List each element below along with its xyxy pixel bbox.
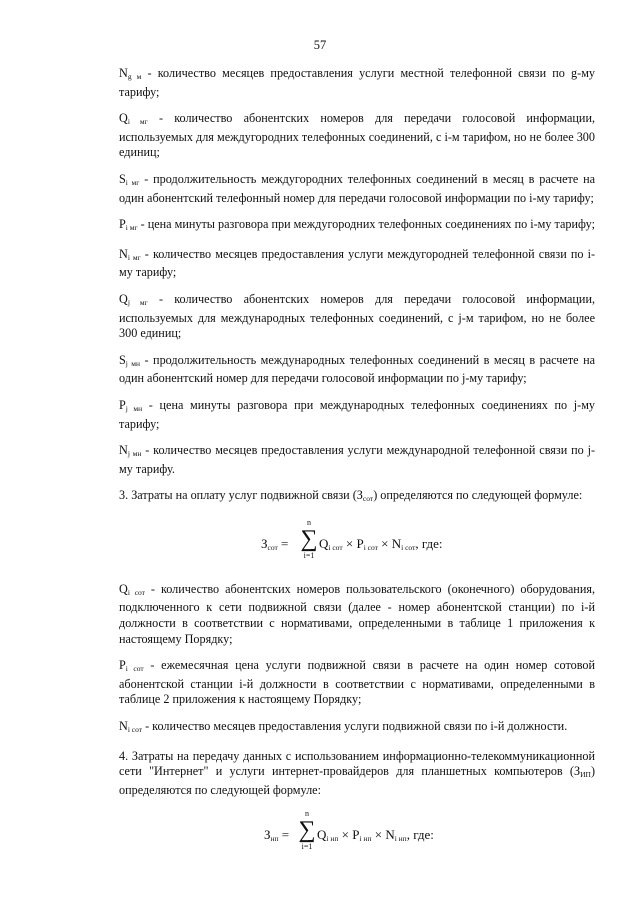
term-q-sub: i сот [328,542,343,552]
definition-symbol: P [119,658,126,673]
definition-subscript: i сот [127,725,143,735]
definition-qisot [119,582,595,647]
definition-simg [119,172,595,206]
definition-symbol: S [119,171,126,186]
definition-subscript: j мн [125,403,143,413]
section3-text-before: 3. Затраты на оплату услуг подвижной связи (З [119,488,363,503]
sigma-symbol: ∑ [300,525,318,552]
definition-nisot [119,719,595,738]
term-q: Q [317,827,327,843]
term-q-sub: i нп [326,834,339,844]
document-body [119,66,595,873]
definition-symbol: N [119,66,128,80]
definition-symbol: P [119,217,126,232]
term-n-sub: i сот [401,542,416,552]
times-sign: × [381,535,389,551]
sum-sign [299,518,319,560]
definition-subscript: i мг [125,223,138,233]
formula-equals: = [281,535,289,551]
definition-text: - цена минуты разговора при международных телефонных соединениях по j-му тарифу; [119,397,596,431]
definition-pjmn [119,398,595,432]
definition-text: - количество месяцев предоставления услуги международной телефонной связи по j-му тарифу. [119,443,596,476]
term-n-sub: i нп [394,834,407,844]
term-p-sub: i нп [359,834,372,844]
definition-pimg [119,217,595,236]
section4-text-after: ) определяются по следующей формуле: [119,764,595,797]
definition-subscript: i мг [127,252,141,262]
definition-text: - количество месяцев предоставления услуги местной телефонной связи по g-му тарифу; [119,66,596,99]
definition-subscript: j мг [127,297,148,307]
formula-rhs [319,536,443,556]
formula-suffix: , где: [406,827,434,843]
definition-subscript: i сот [127,587,145,597]
definition-text: - цена минуты разговора при междугородних телефонных соединениях по i-му тарифу; [140,217,595,232]
definition-text: - продолжительность междугородних телефонных соединений в месяц в расчете на один абонентский телефонный номер для передачи голосовой информации по i-му тарифу; [119,171,596,205]
definition-subscript: j мн [127,449,142,459]
section4-sub: ИП [580,770,591,780]
term-n: N [391,535,402,551]
section3-heading [119,488,595,507]
definition-njmn [119,443,595,477]
definition-subscript: i мг [125,177,140,187]
formula-lhs-sub: нп [270,834,279,844]
formula-lhs [261,536,288,556]
times-sign: × [345,535,354,551]
term-n: N [385,827,395,843]
definition-symbol: S [119,352,126,367]
formula-lhs [264,827,289,847]
term-p: P [352,827,360,843]
formula-lhs-sub: сот [267,542,278,552]
section4-text-before: 4. Затраты на передачу данных с использованием информационно-телекоммуникационной сети "Интернет" и услуги интернет-провайдеров для планшетных компьютеров (З [119,748,595,779]
formula-suffix: , где: [415,535,443,551]
definition-symbol: P [119,397,126,412]
definition-symbol: Q [119,581,128,596]
formula-rhs [317,827,434,847]
formula-lhs-symbol: З [261,535,268,551]
times-sign: × [374,827,383,843]
definition-symbol: Q [119,291,128,306]
definition-symbol: Q [119,111,128,126]
sum-upper-limit: n [307,517,311,527]
term-p-sub: i сот [363,542,378,552]
definition-qjmg [119,292,595,342]
formula-mobile [119,518,595,572]
definition-subscript: j мн [125,358,140,368]
section3-sub: сот [362,494,374,504]
definition-ngm [119,66,595,100]
definition-nimg [119,247,595,281]
definition-text: - количество месяцев предоставления услуги междугородней телефонной связи по i-му тарифу; [119,246,596,280]
definition-text: - количество абонентских номеров для передачи голосовой информации, используемых для междугородних телефонных соединений, с i-м тарифом, но не более 300 единиц; [119,111,596,160]
section4-heading [119,749,595,799]
sum-lower-limit: i=1 [301,842,313,852]
definition-subscript: i мг [127,117,148,127]
definition-subscript: i сот [125,664,144,674]
times-sign: × [341,827,349,843]
definition-symbol: N [119,246,128,261]
term-q: Q [319,535,329,551]
section3-text-after: ) определяются по следующей формуле: [373,488,583,503]
definition-qimg [119,111,595,161]
sum-upper-limit: n [305,809,309,819]
formula-lhs-symbol: З [264,827,271,843]
definition-text: - количество месяцев предоставления услуги подвижной связи по i-й должности. [145,719,568,734]
definition-symbol: N [119,443,128,458]
definition-pisot [119,658,595,708]
sum-lower-limit: i=1 [303,550,315,560]
definition-text: - ежемесячная цена услуги подвижной связи в расчете на один номер сотовой абонентской станции i-й должности в соответствии с нормативами, определенными в таблице 2 приложения к настоящему Порядку; [119,658,595,707]
definition-text: - количество абонентских номеров пользовательского (оконечного) оборудования, подключенного к сети подвижной связи (далее - номер абонентской станции) по i-й должности в соответствии с нормативами, определенными в таблице 1 приложения к настоящему Порядку; [119,581,595,646]
term-p: P [356,535,364,551]
formula-equals: = [281,827,290,843]
definition-sjmn [119,353,595,387]
formula-internet [119,809,595,863]
definition-symbol: N [119,719,128,734]
sum-sign [297,809,317,851]
sigma-symbol: ∑ [298,817,316,844]
definition-subscript: g м [127,72,142,81]
definition-text: - продолжительность международных телефонных соединений в месяц в расчете на один абонентский номер для передачи голосовой информации по j-му тарифу; [119,352,596,386]
definition-text: - количество абонентских номеров для передачи голосовой информации, используемых для международных телефонных соединений, с j-м тарифом, но не более 300 единиц; [119,291,596,341]
page-number: 57 [313,38,327,52]
